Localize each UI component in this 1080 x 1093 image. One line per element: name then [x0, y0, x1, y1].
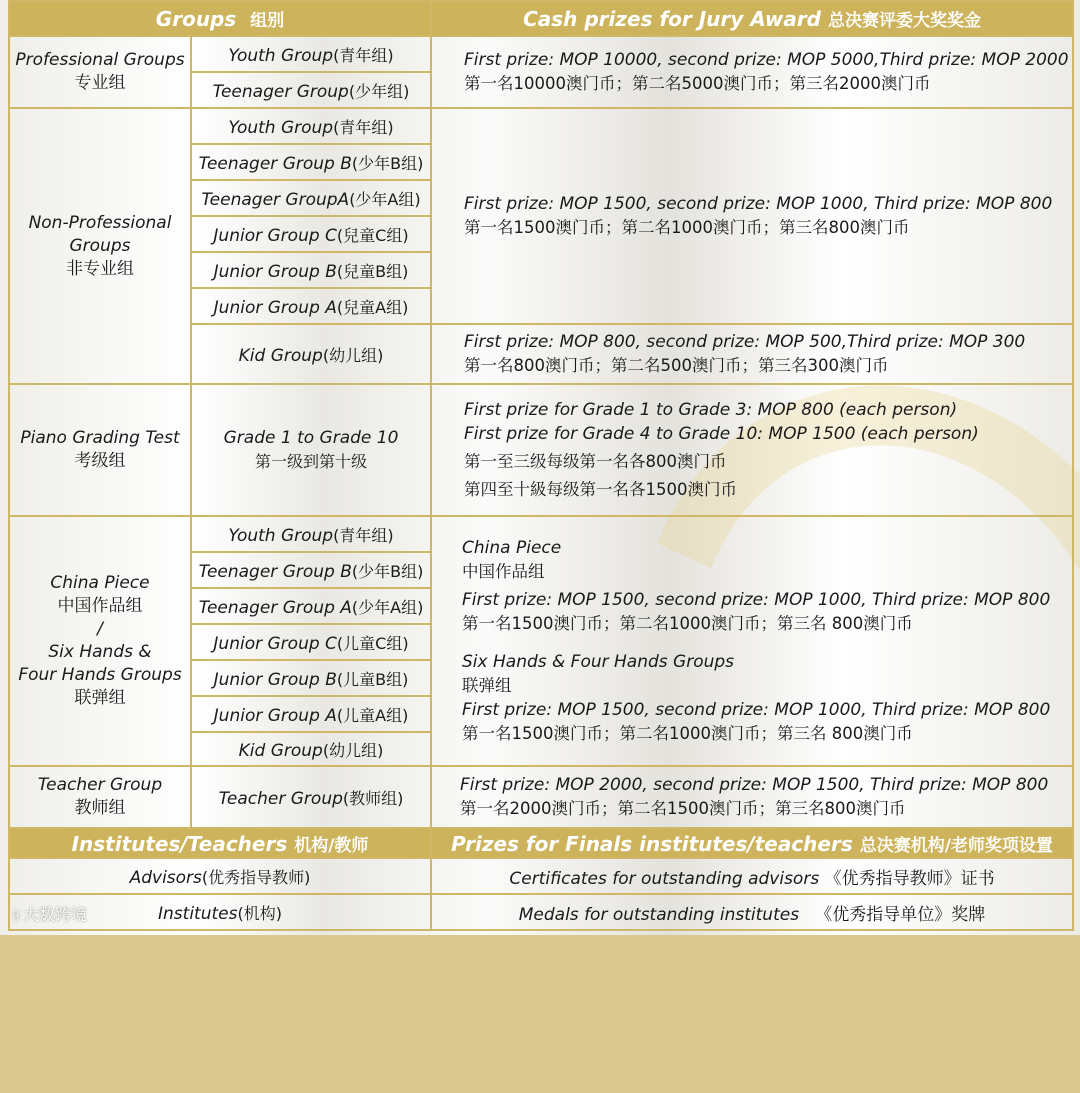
teacher-category: Teacher Group 教师组: [9, 766, 191, 828]
group-cell: Youth Group(青年组): [191, 516, 431, 552]
table-row: [9, 516, 1073, 552]
institutes-prize: Medals for outstanding institutes 《优秀指导单位》奖牌: [431, 894, 1073, 930]
group-cell: Teenager GroupA(少年A组): [191, 180, 431, 216]
table-row: [9, 108, 1073, 144]
table-row: [9, 384, 1073, 516]
group-cell: Junior Group C(儿童C组): [191, 624, 431, 660]
watermark-logo-icon: ᦃ: [12, 905, 19, 921]
group-cell: Junior Group A(兒童A组): [191, 288, 431, 324]
china-category: China Piece 中国作品组 / Six Hands & Four Hands Groups 联弹组: [9, 516, 191, 766]
finals-prizes-header: Prizes for Finals institutes/teachers 总决赛机构/老师奖项设置: [431, 828, 1073, 858]
group-cell: Kid Group(幼儿组): [191, 324, 431, 384]
group-cell: Kid Group(幼儿组): [191, 732, 431, 766]
china-prize: China Piece 中国作品组 First prize: MOP 1500, second prize: MOP 1000, Third prize: MOP 800 第一名1500澳门币；第二名1000澳门币；第三名 800澳门币 Six Hands & Four Hands Groups 联弹组 First prize: MOP 1500, second prize: MOP 1000, Third prize: MOP 800 第一名1500澳门币；第二名1000澳门币；第三名 800澳门币: [431, 516, 1073, 766]
prize-table: [8, 0, 1074, 931]
group-cell: Junior Group B(兒童B组): [191, 252, 431, 288]
header-row: [9, 1, 1073, 36]
advisors-prize: Certificates for outstanding advisors 《优秀指导教师》证书: [431, 858, 1073, 894]
grading-group: Grade 1 to Grade 10 第一级到第十级: [191, 384, 431, 516]
teacher-prize: First prize: MOP 2000, second prize: MOP 1500, Third prize: MOP 800 第一名2000澳门币；第二名1500澳门币；第三名800澳门币: [431, 766, 1073, 828]
non-professional-category: Non-Professional Groups 非专业组: [9, 108, 191, 384]
watermark-text: 大数跨境: [22, 905, 87, 924]
watermark: [12, 902, 87, 925]
table-row: [9, 766, 1073, 828]
group-cell: Youth Group(青年组): [191, 36, 431, 72]
grading-category: Piano Grading Test 考级组: [9, 384, 191, 516]
group-cell: Junior Group C(兒童C组): [191, 216, 431, 252]
kid-prize: First prize: MOP 800, second prize: MOP 500,Third prize: MOP 300 第一名800澳门币；第二名500澳门币；第三名300澳门币: [431, 324, 1073, 384]
group-cell: Youth Group(青年组): [191, 108, 431, 144]
table-row: [9, 858, 1073, 894]
prizes-header: Cash prizes for Jury Award 总决赛评委大奖奖金: [431, 1, 1073, 36]
header-row-2: [9, 828, 1073, 858]
grading-prize: First prize for Grade 1 to Grade 3: MOP 800 (each person) First prize for Grade 4 to Grade 10: MOP 1500 (each person) 第一至三级每级第一名各800澳门币 第四至十級每级第一名各1500澳门币: [431, 384, 1073, 516]
group-cell: Junior Group A(儿童A组): [191, 696, 431, 732]
group-cell: Teenager Group B(少年B组): [191, 552, 431, 588]
group-cell: Junior Group B(儿童B组): [191, 660, 431, 696]
institutes-cell: Institutes(机构): [9, 894, 431, 930]
professional-category: Professional Groups 专业组: [9, 36, 191, 108]
group-cell: Teenager Group(少年组): [191, 72, 431, 108]
group-cell: Teenager Group B(少年B组): [191, 144, 431, 180]
professional-prize: First prize: MOP 10000, second prize: MOP 5000,Third prize: MOP 2000 第一名10000澳门币；第二名5000澳门币；第三名2000澳门币: [431, 36, 1073, 108]
advisors-cell: Advisors(优秀指导教师): [9, 858, 431, 894]
group-cell: Teacher Group(教师组): [191, 766, 431, 828]
institutes-header: Institutes/Teachers 机构/教师: [9, 828, 431, 858]
table-row: [9, 36, 1073, 72]
table-row: [9, 894, 1073, 930]
group-cell: Teenager Group A(少年A组): [191, 588, 431, 624]
non-professional-prize: First prize: MOP 1500, second prize: MOP 1000, Third prize: MOP 800 第一名1500澳门币；第二名1000澳门币；第三名800澳门币: [431, 108, 1073, 324]
groups-header: Groups 组别: [9, 1, 431, 36]
